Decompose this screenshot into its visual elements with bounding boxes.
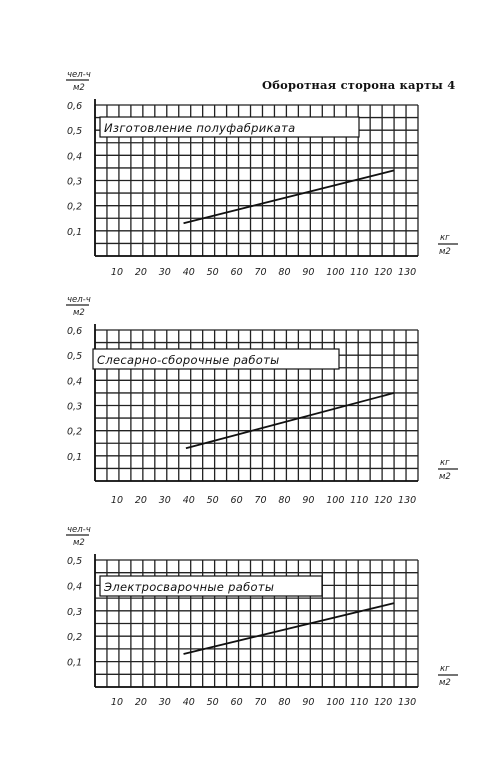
x-tick-label: 80 xyxy=(278,495,291,506)
x-tick-label: 60 xyxy=(230,495,243,506)
x-unit-numerator: кг xyxy=(440,664,450,674)
x-tick-label: 110 xyxy=(350,697,369,708)
y-tick-label: 0,2 xyxy=(67,201,83,213)
x-tick-label: 100 xyxy=(326,697,345,708)
x-tick-label: 10 xyxy=(110,697,124,708)
y-tick-label: 0,3 xyxy=(67,606,83,618)
y-tick-label: 0,5 xyxy=(67,351,83,363)
chart-3 xyxy=(0,525,491,725)
x-tick-label: 50 xyxy=(206,495,219,506)
x-tick-label: 120 xyxy=(374,697,393,708)
x-tick-label: 130 xyxy=(398,495,417,506)
y-tick-label: 0,1 xyxy=(67,657,83,669)
y-unit-denominator: м2 xyxy=(73,308,85,318)
x-tick-label: 50 xyxy=(206,697,219,708)
x-tick-label: 20 xyxy=(134,267,147,278)
x-tick-label: 130 xyxy=(398,697,417,708)
y-tick-label: 0,2 xyxy=(67,426,83,438)
x-tick-label: 90 xyxy=(302,267,315,278)
x-tick-label: 20 xyxy=(134,697,147,708)
x-tick-label: 70 xyxy=(254,267,267,278)
chart-caption: Электросварочные работы xyxy=(104,580,275,594)
x-tick-label: 80 xyxy=(278,267,291,278)
x-tick-label: 100 xyxy=(326,267,345,278)
page-header-title: Оборотная сторона карты 4 xyxy=(262,78,456,92)
y-unit-numerator: чел-ч xyxy=(67,70,91,80)
y-unit-numerator: чел-ч xyxy=(67,525,91,535)
y-tick-label: 0,2 xyxy=(67,632,83,644)
x-tick-label: 30 xyxy=(158,697,171,708)
y-tick-label: 0,6 xyxy=(67,326,83,337)
x-tick-label: 110 xyxy=(350,267,369,278)
chart-caption: Изготовление полуфабриката xyxy=(104,121,296,135)
x-tick-label: 30 xyxy=(158,267,171,278)
x-tick-label: 120 xyxy=(374,267,393,278)
x-tick-label: 60 xyxy=(230,267,243,278)
x-tick-label: 90 xyxy=(302,495,315,506)
x-unit-denominator: м2 xyxy=(439,472,451,482)
x-tick-label: 60 xyxy=(230,697,243,708)
x-tick-label: 20 xyxy=(134,495,147,506)
series-line xyxy=(186,393,394,448)
x-tick-label: 70 xyxy=(254,697,267,708)
x-tick-label: 10 xyxy=(110,267,124,278)
x-tick-label: 30 xyxy=(158,495,171,506)
x-unit-denominator: м2 xyxy=(439,678,451,688)
x-tick-label: 10 xyxy=(110,495,124,506)
x-tick-label: 50 xyxy=(206,267,219,278)
y-tick-label: 0,5 xyxy=(67,556,83,567)
y-unit-denominator: м2 xyxy=(73,83,85,93)
x-tick-label: 110 xyxy=(350,495,369,506)
x-unit-numerator: кг xyxy=(440,233,450,243)
x-unit-denominator: м2 xyxy=(439,247,451,257)
y-tick-label: 0,1 xyxy=(67,451,83,463)
x-tick-label: 40 xyxy=(182,495,195,506)
chart-1 xyxy=(0,70,491,278)
y-tick-label: 0,5 xyxy=(67,126,83,138)
x-tick-label: 70 xyxy=(254,495,267,506)
y-tick-label: 0,4 xyxy=(67,581,83,593)
y-tick-label: 0,1 xyxy=(67,226,83,238)
chart-2 xyxy=(0,295,491,515)
y-tick-label: 0,3 xyxy=(67,401,83,413)
x-unit-numerator: кг xyxy=(440,458,450,468)
x-tick-label: 90 xyxy=(302,697,315,708)
x-tick-label: 120 xyxy=(374,495,393,506)
y-unit-denominator: м2 xyxy=(73,538,85,548)
y-tick-label: 0,4 xyxy=(67,151,83,163)
chart-caption: Слесарно-сборочные работы xyxy=(97,353,280,367)
x-tick-label: 80 xyxy=(278,697,291,708)
y-tick-label: 0,6 xyxy=(67,101,83,112)
x-tick-label: 40 xyxy=(182,267,195,278)
x-tick-label: 100 xyxy=(326,495,345,506)
y-unit-numerator: чел-ч xyxy=(67,295,91,305)
x-tick-label: 40 xyxy=(182,697,195,708)
y-tick-label: 0,3 xyxy=(67,176,83,188)
x-tick-label: 130 xyxy=(398,267,417,278)
y-tick-label: 0,4 xyxy=(67,376,83,388)
